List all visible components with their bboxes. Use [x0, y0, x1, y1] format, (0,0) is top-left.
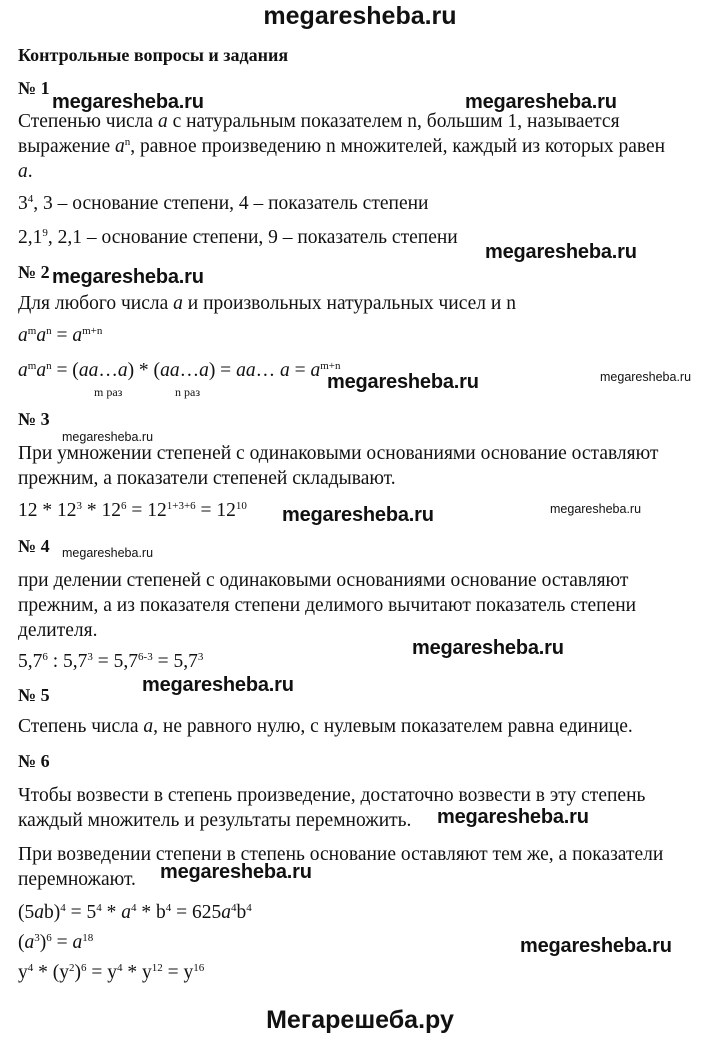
q6-line3: При возведении степени в степень основание оставляют тем же, а показатели [18, 844, 664, 865]
q6-title: № 6 [18, 751, 50, 771]
q2-formula1: $a^ma^n = a^{m+n}$ [18, 325, 103, 346]
watermark: megaresheba.ru [52, 91, 204, 113]
watermark: megaresheba.ru [600, 370, 692, 384]
q3-title: № 3 [18, 409, 50, 429]
q1-definition-line3: a. [18, 161, 33, 182]
watermark: megaresheba.ru [437, 806, 589, 828]
watermark: megaresheba.ru [62, 430, 154, 444]
q1-example2: $2,1^9$, 2,1 – основание степени, 9 – показатель степени [18, 227, 458, 248]
watermark: megaresheba.ru [520, 935, 672, 957]
watermark: megaresheba.ru [465, 91, 617, 113]
q4-line2: прежним, а из показателя степени делимого вычитают показатель степени [18, 595, 637, 616]
q3-example: $12 * 12^3 * 12^6 = 12^{1+3+6} = 12^{10}$ [18, 500, 247, 521]
q4-title: № 4 [18, 536, 50, 556]
q2-title: № 2 [18, 262, 50, 282]
site-title: megaresheba.ru [263, 2, 457, 30]
watermark: megaresheba.ru [62, 546, 154, 560]
q2-line1: Для любого числа a и произвольных натуральных чисел и n [18, 293, 516, 314]
watermark: megaresheba.ru [52, 266, 204, 288]
q6-line1: Чтобы возвести в степень произведение, достаточно возвести в эту степень [18, 785, 646, 806]
q3-line1: При умножении степеней с одинаковыми основаниями основание оставляют [18, 443, 659, 464]
watermark: megaresheba.ru [550, 502, 642, 516]
q4-line1: при делении степеней с одинаковыми основаниями основание оставляют [18, 570, 629, 591]
q6-line2: каждый множитель и результаты перемножить. [18, 810, 412, 831]
q6-example1: $(5ab)^4 = 5^4 * a^4 * b^4 = 625a^4b^4$ [18, 902, 252, 923]
q2-formula2: $a^ma^n$ = (aa…a) * (aa…a) = aa… $a = a^{m+n}$ [18, 360, 341, 381]
watermark: megaresheba.ru [282, 504, 434, 526]
q5-line1: Степень числа a, не равного нулю, с нулевым показателем равна единице. [18, 716, 633, 737]
watermark: megaresheba.ru [327, 371, 479, 393]
q1-title: № 1 [18, 78, 50, 98]
q4-line3: делителя. [18, 620, 98, 641]
q1-definition-line2: выражение $a^n$, равное произведению n множителей, каждый из которых равен [18, 136, 666, 157]
watermark: megaresheba.ru [412, 637, 564, 659]
q5-title: № 5 [18, 685, 50, 705]
q1-definition-line1: Степенью числа a с натуральным показателем n, большим 1, называется [18, 111, 620, 132]
q3-line2: прежним, а показатели степеней складывают. [18, 468, 396, 489]
q1-example1: $3^4$, 3 – основание степени, 4 – показатель степени [18, 193, 429, 214]
q2-under-n: n раз [175, 385, 201, 399]
q6-example3: $y^4 * (y^2)^6 = y^4 * y^{12} = y^{16}$ [18, 962, 205, 983]
watermark: megaresheba.ru [160, 861, 312, 883]
q6-example2: $(a^3)^6 = a^{18}$ [18, 932, 94, 953]
footer-title: Мегарешеба.ру [266, 1006, 454, 1034]
q2-under-m: m раз [94, 385, 123, 399]
q6-line4: перемножают. [18, 869, 136, 890]
section-title: Контрольные вопросы и задания [18, 45, 289, 65]
q4-example: $5,7^6$ : $5,7^3 = 5,7^{6-3} = 5,7^3$ [18, 651, 204, 672]
watermark: megaresheba.ru [485, 241, 637, 263]
watermark: megaresheba.ru [142, 674, 294, 696]
